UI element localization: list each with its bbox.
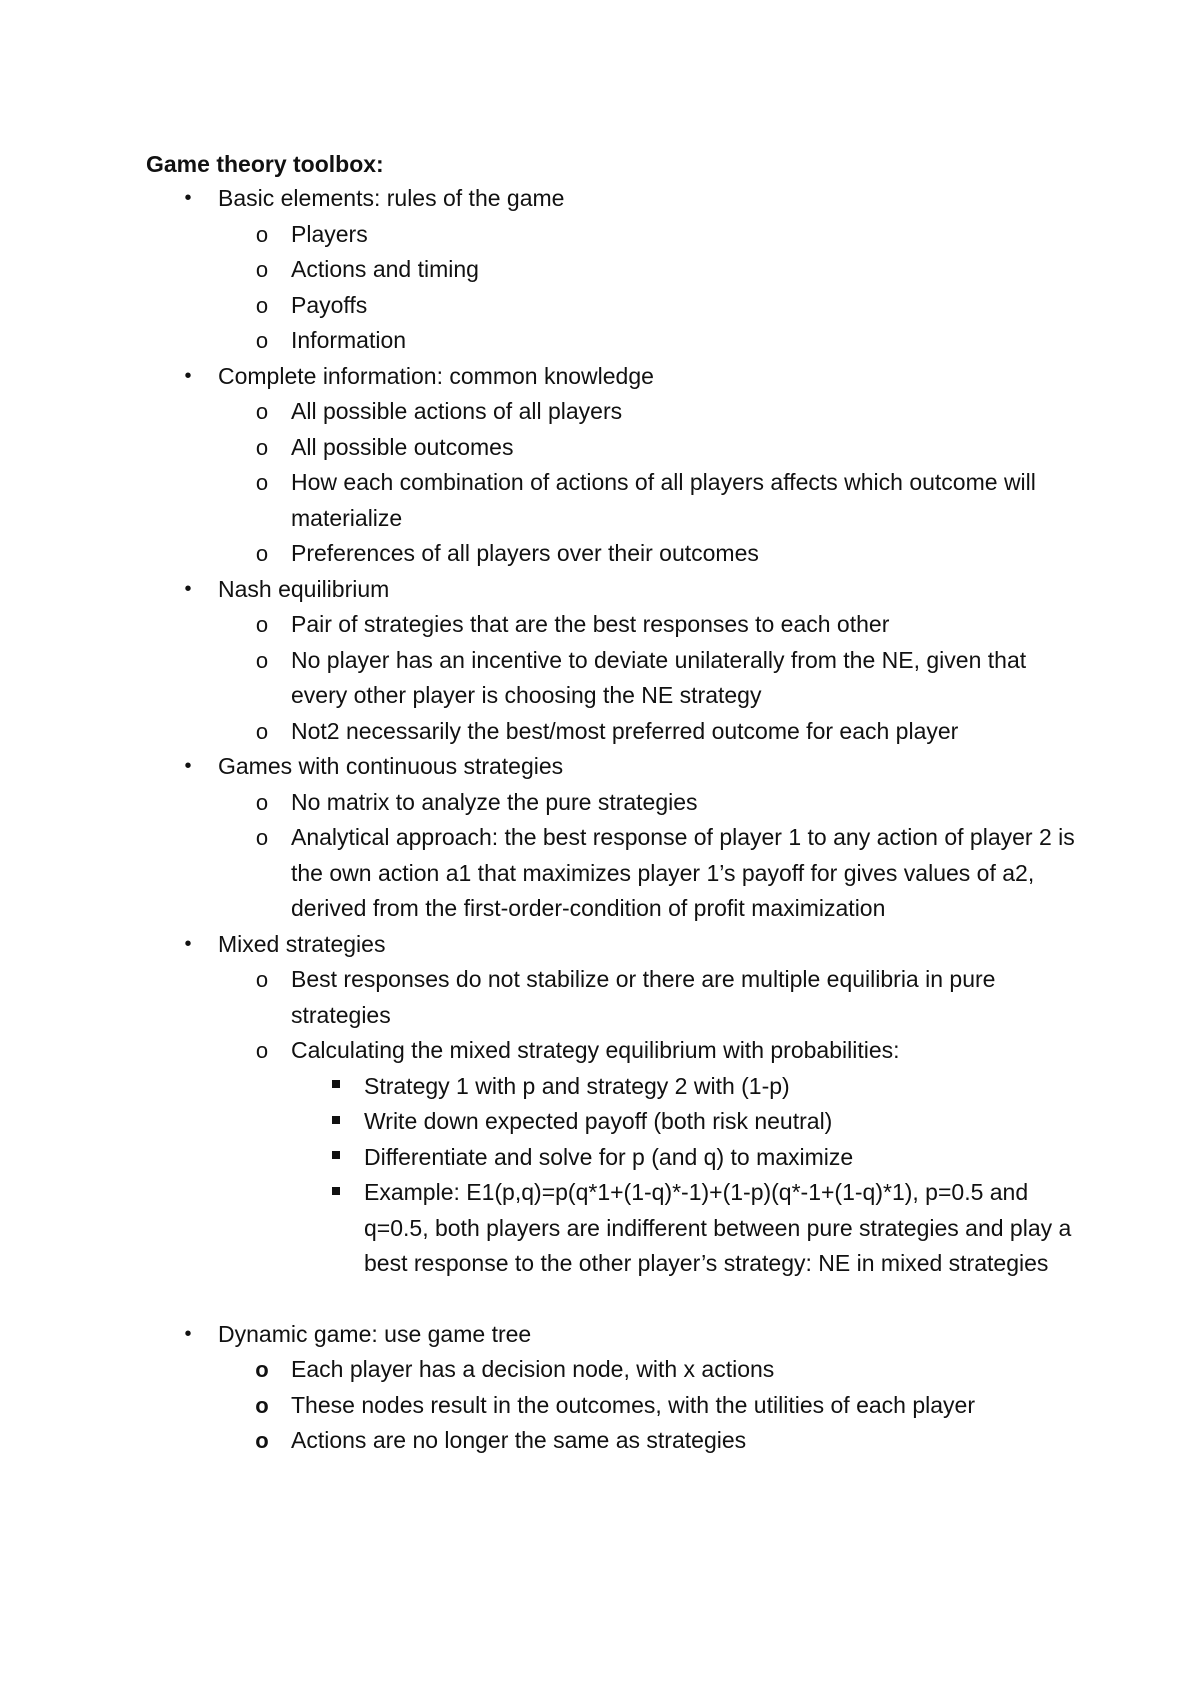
sub-list-item xyxy=(0,643,1200,714)
sub-list-item-text: Payoffs xyxy=(291,291,368,318)
sub-list-item xyxy=(0,714,1200,750)
sub-list-item-text: Analytical approach: the best response of player 1 to any action of player 2 is the own action a1 that maximizes player 1’s payoff for gives values of a2, derived from the first-order-condition of profit maximization xyxy=(291,824,1075,921)
list-item-text: Mixed strategies xyxy=(218,930,386,957)
sub-list-item xyxy=(0,394,1200,430)
circle-marker: o xyxy=(255,1428,269,1453)
list-item-text: Basic elements: rules of the game xyxy=(218,185,565,211)
sub-list-item-text: Not2 necessarily the best/most preferred outcome for each player xyxy=(291,717,959,744)
circle-marker: o xyxy=(255,718,269,744)
list-item xyxy=(0,359,1200,395)
sub-sub-list-item-text: Example: E1(p,q)=p(q*1+(1-q)*-1)+(1-p)(q*-1+(1-q)*1), p=0.5 and q=0.5, both players are indifferent between pure strategies and play a best response to the other player’s strategy: NE in mixed strategies xyxy=(364,1179,1072,1276)
circle-marker: o xyxy=(255,825,269,850)
sub-list-item xyxy=(0,536,1200,572)
sub-list-item-text: Actions and timing xyxy=(291,256,479,282)
sub-list-item xyxy=(0,962,1200,1033)
sub-list-item-text: Actions are no longer the same as strategies xyxy=(291,1427,747,1453)
sub-list-item-text: All possible outcomes xyxy=(291,433,514,460)
circle-marker: o xyxy=(255,292,269,318)
square-marker xyxy=(326,1069,346,1105)
circle-marker: o xyxy=(255,1357,269,1382)
sub-list-item xyxy=(0,1352,1200,1388)
list-item-text: Nash equilibrium xyxy=(218,575,390,602)
circle-marker: o xyxy=(255,1038,269,1063)
bullet-marker: • xyxy=(184,755,192,777)
sub-list-item-text: How each combination of actions of all players affects which outcome will materialize xyxy=(291,469,1036,531)
sub-list-item-text: No matrix to analyze the pure strategies xyxy=(291,788,698,815)
bullet-marker: • xyxy=(184,364,192,387)
circle-marker: o xyxy=(255,541,269,566)
sub-sub-list-item-text: Differentiate and solve for p (and q) to maximize xyxy=(364,1143,854,1170)
sub-list-item xyxy=(0,465,1200,536)
sub-sub-list-item xyxy=(0,1069,1200,1105)
sub-list-item xyxy=(0,288,1200,324)
sub-list-item-text: Each player has a decision node, with x actions xyxy=(291,1356,775,1382)
sub-list-item-text: Pair of strategies that are the best responses to each other xyxy=(291,611,890,637)
list-item xyxy=(0,927,1200,963)
square-bullet-icon xyxy=(332,1187,340,1195)
sub-sub-list-item xyxy=(0,1140,1200,1176)
bullet-list xyxy=(0,181,1200,1459)
bullet-marker: • xyxy=(184,577,192,600)
sub-list-item xyxy=(0,1388,1200,1424)
sub-sub-list-item xyxy=(0,1104,1200,1140)
circle-marker: o xyxy=(255,221,269,247)
sub-list-item-text: Information xyxy=(291,327,407,353)
sub-list-item xyxy=(0,252,1200,288)
sub-list-item-text: Players xyxy=(291,220,368,247)
sub-list-item-text: No player has an incentive to deviate unilaterally from the NE, given that every other player is choosing the NE strategy xyxy=(291,646,1027,708)
circle-marker: o xyxy=(255,434,269,460)
circle-marker: o xyxy=(255,328,269,353)
sub-list-item-text: Preferences of all players over their outcomes xyxy=(291,540,759,566)
sub-list-item xyxy=(0,820,1200,927)
sub-list-item-text: All possible actions of all players xyxy=(291,398,623,424)
square-bullet-icon xyxy=(332,1151,340,1159)
document-title: Game theory toolbox: xyxy=(146,151,384,177)
square-marker xyxy=(326,1175,346,1211)
list-item-text: Dynamic game: use game tree xyxy=(218,1320,532,1347)
blank-line xyxy=(0,1282,1200,1317)
circle-marker: o xyxy=(255,647,269,673)
square-marker xyxy=(326,1140,346,1176)
sub-sub-list-item-text: Write down expected payoff (both risk neutral) xyxy=(364,1108,833,1134)
list-item xyxy=(0,749,1200,785)
bullet-marker: • xyxy=(184,187,192,209)
list-item-text: Games with continuous strategies xyxy=(218,753,564,779)
sub-sub-list-item xyxy=(0,1175,1200,1282)
circle-marker: o xyxy=(255,470,269,495)
sub-list-item xyxy=(0,323,1200,359)
list-item xyxy=(0,1317,1200,1353)
list-item xyxy=(0,572,1200,608)
sub-list-item xyxy=(0,430,1200,466)
sub-list-item xyxy=(0,217,1200,253)
circle-marker: o xyxy=(255,612,269,637)
circle-marker: o xyxy=(255,967,269,992)
sub-list-item xyxy=(0,785,1200,821)
sub-list-item-text: Calculating the mixed strategy equilibrium with probabilities: xyxy=(291,1037,900,1063)
circle-marker: o xyxy=(255,1392,269,1418)
square-bullet-icon xyxy=(332,1116,340,1124)
square-marker xyxy=(326,1104,346,1140)
sub-list-item xyxy=(0,607,1200,643)
circle-marker: o xyxy=(255,257,269,282)
list-item xyxy=(0,181,1200,217)
sub-list-item xyxy=(0,1423,1200,1459)
sub-list-item xyxy=(0,1033,1200,1069)
sub-list-item-text: Best responses do not stabilize or there are multiple equilibria in pure strategies xyxy=(291,966,996,1028)
circle-marker: o xyxy=(255,399,269,424)
bullet-marker: • xyxy=(184,932,192,955)
sub-list-item-text: These nodes result in the outcomes, with the utilities of each player xyxy=(291,1391,975,1418)
sub-sub-list-item-text: Strategy 1 with p and strategy 2 with (1-p) xyxy=(364,1072,790,1099)
circle-marker: o xyxy=(255,789,269,815)
bullet-marker: • xyxy=(184,1322,192,1345)
list-item-text: Complete information: common knowledge xyxy=(218,362,654,389)
square-bullet-icon xyxy=(332,1080,340,1088)
